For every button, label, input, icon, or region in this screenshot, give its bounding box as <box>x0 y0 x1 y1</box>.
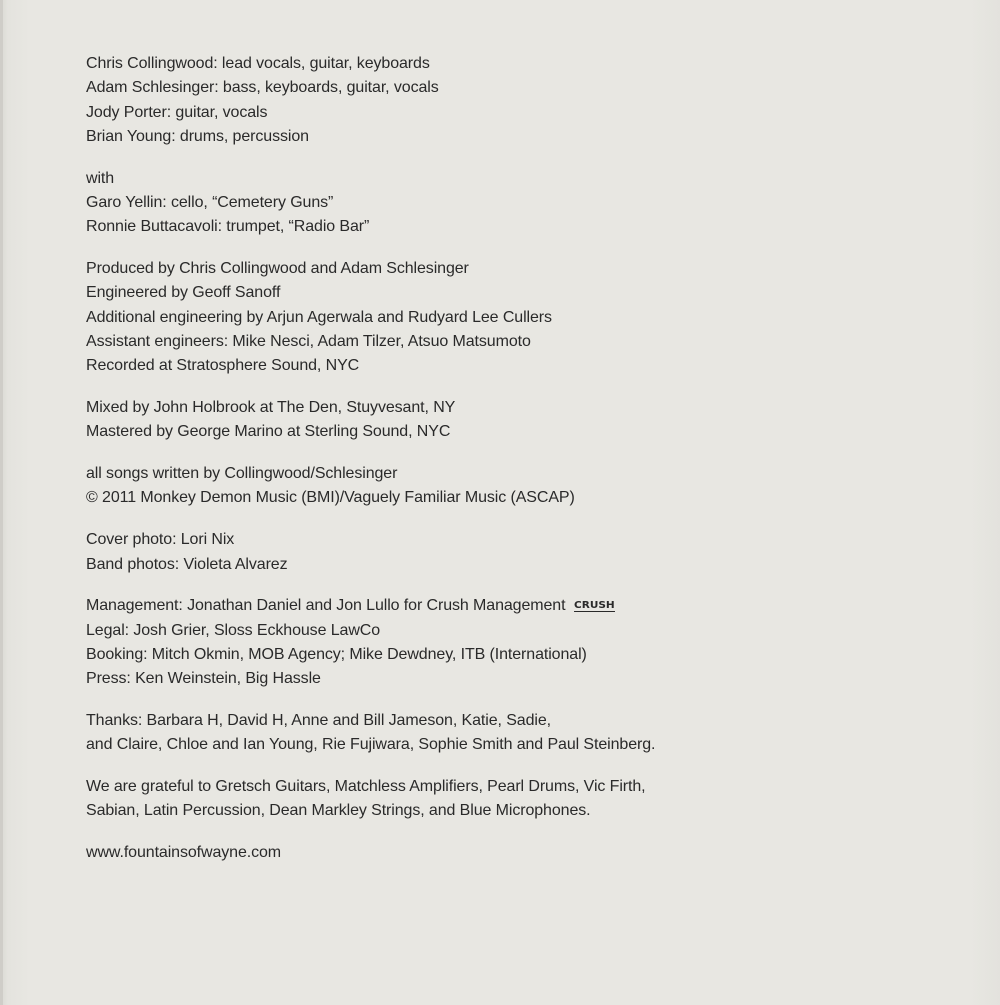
production-block <box>86 257 946 378</box>
website-url: www.fountainsofwayne.com <box>86 844 282 862</box>
band-member-line: Brian Young: drums, percussion <box>86 127 309 145</box>
mixing-line: Mixed by John Holbrook at The Den, Stuyvesant, NY <box>86 399 456 417</box>
mixing-block <box>86 396 946 445</box>
grateful-line: Sabian, Latin Percussion, Dean Markley Strings, and Blue Microphones. <box>86 802 591 820</box>
booking-line: Booking: Mitch Okmin, MOB Agency; Mike Dewdney, ITB (International) <box>86 645 587 663</box>
production-line: Produced by Chris Collingwood and Adam Schlesinger <box>86 260 469 278</box>
guest-line: Garo Yellin: cello, “Cemetery Guns” <box>86 193 334 211</box>
songwriting-block <box>86 462 946 511</box>
thanks-block <box>86 709 946 758</box>
thanks-line: and Claire, Chloe and Ian Young, Rie Fujiwara, Sophie Smith and Paul Steinberg. <box>86 736 656 754</box>
production-line: Additional engineering by Arjun Agerwala and Rudyard Lee Cullers <box>86 308 552 326</box>
credits-text <box>86 52 946 883</box>
band-members-block <box>86 52 946 149</box>
press-line: Press: Ken Weinstein, Big Hassle <box>86 670 321 688</box>
grateful-block <box>86 775 946 824</box>
management-text: Management: Jonathan Daniel and Jon Lullo for Crush Management <box>86 597 566 615</box>
mixing-line: Mastered by George Marino at Sterling Sound, NYC <box>86 423 451 441</box>
photos-block <box>86 528 946 577</box>
guest-musicians-block <box>86 167 946 240</box>
thanks-line: Thanks: Barbara H, David H, Anne and Bill Jameson, Katie, Sadie, <box>86 712 551 730</box>
band-member-line: Adam Schlesinger: bass, keyboards, guitar, vocals <box>86 79 439 97</box>
website-block <box>86 841 946 865</box>
production-line: Engineered by Geoff Sanoff <box>86 284 281 302</box>
crush-logo: CRUSH <box>574 600 616 612</box>
production-line: Assistant engineers: Mike Nesci, Adam Tilzer, Atsuo Matsumoto <box>86 332 531 350</box>
management-line <box>86 594 946 618</box>
business-block <box>86 594 946 691</box>
production-line: Recorded at Stratosphere Sound, NYC <box>86 357 360 375</box>
grateful-line: We are grateful to Gretsch Guitars, Matchless Amplifiers, Pearl Drums, Vic Firth, <box>86 778 646 796</box>
guest-line: Ronnie Buttacavoli: trumpet, “Radio Bar” <box>86 218 370 236</box>
songwriting-line: all songs written by Collingwood/Schlesinger <box>86 465 398 483</box>
photo-credit-line: Cover photo: Lori Nix <box>86 531 235 549</box>
photo-credit-line: Band photos: Violeta Alvarez <box>86 555 288 573</box>
band-member-line: Jody Porter: guitar, vocals <box>86 103 268 121</box>
guest-line: with <box>86 169 115 187</box>
band-member-line: Chris Collingwood: lead vocals, guitar, keyboards <box>86 55 430 72</box>
legal-line: Legal: Josh Grier, Sloss Eckhouse LawCo <box>86 621 381 639</box>
copyright-line: © 2011 Monkey Demon Music (BMI)/Vaguely Familiar Music (ASCAP) <box>86 489 575 507</box>
page-edge <box>0 0 3 1005</box>
